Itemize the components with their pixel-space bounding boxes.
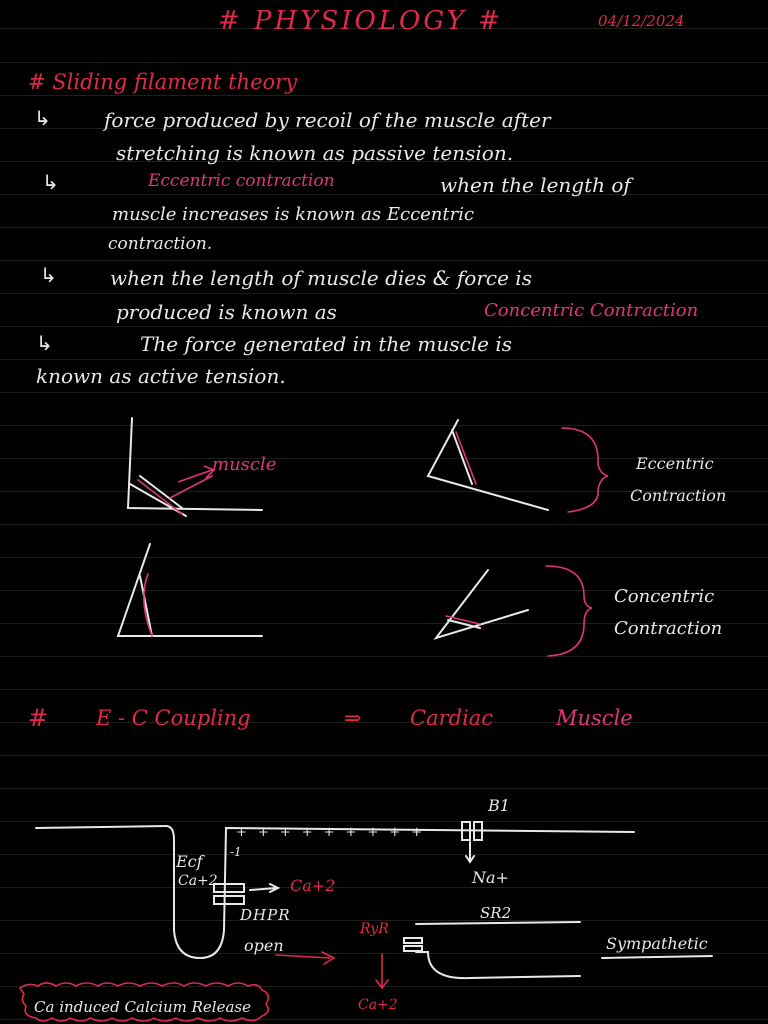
label-ca-left: Ca+2	[178, 873, 218, 889]
note-line: force produced by recoil of the muscle after	[104, 108, 551, 132]
heading-arrow: ⇒	[344, 706, 362, 730]
label-muscle: muscle	[212, 454, 277, 475]
label-concentric: Concentric	[614, 586, 715, 607]
note-line: The force generated in the muscle is	[140, 332, 512, 356]
label-ecf: Ecf	[176, 852, 203, 871]
label-ca-right: Ca+2	[290, 876, 336, 895]
membrane-charges: +++++++++	[236, 825, 434, 840]
term-eccentric-contraction: Eccentric contraction	[148, 171, 335, 191]
bullet-arrow-icon: ↳	[42, 170, 59, 194]
label-ryr: RyR	[360, 921, 389, 937]
label-na: Na+	[472, 868, 509, 887]
label-eccentric-contraction: Contraction	[630, 486, 727, 505]
label-minus: -1	[230, 845, 242, 859]
heading-hash: #	[28, 704, 49, 732]
note-line: known as active tension.	[36, 364, 286, 388]
label-cicr: Ca induced Calcium Release	[34, 998, 251, 1016]
label-dhpr: DHPR	[240, 906, 291, 924]
heading-ec-coupling: E - C Coupling	[96, 706, 251, 730]
heading-muscle: Muscle	[556, 706, 633, 730]
note-line: when the length of	[440, 173, 631, 197]
label-eccentric: Eccentric	[636, 454, 714, 473]
note-line: produced is known as	[116, 300, 337, 324]
note-line: when the length of muscle dies & force is	[110, 266, 532, 290]
page-date: 04/12/2024	[598, 12, 685, 30]
label-sr2: SR2	[480, 904, 512, 922]
label-sympathetic: Sympathetic	[606, 934, 708, 953]
label-open: open	[244, 936, 284, 955]
section-heading-sliding-filament: # Sliding filament theory	[28, 70, 298, 94]
note-line: contraction.	[108, 234, 213, 254]
term-concentric-contraction: Concentric Contraction	[484, 300, 699, 321]
note-line: muscle increases is known as Eccentric	[112, 204, 475, 225]
bullet-arrow-icon: ↳	[36, 331, 53, 355]
bullet-arrow-icon: ↳	[34, 106, 51, 130]
bullet-arrow-icon: ↳	[40, 263, 57, 287]
label-ca-bottom: Ca+2	[358, 997, 398, 1013]
label-concentric-contraction: Contraction	[614, 618, 723, 639]
heading-cardiac: Cardiac	[410, 706, 494, 730]
page-title: # PHYSIOLOGY #	[218, 6, 503, 36]
label-b1: B1	[488, 796, 510, 815]
note-line: stretching is known as passive tension.	[116, 141, 514, 165]
